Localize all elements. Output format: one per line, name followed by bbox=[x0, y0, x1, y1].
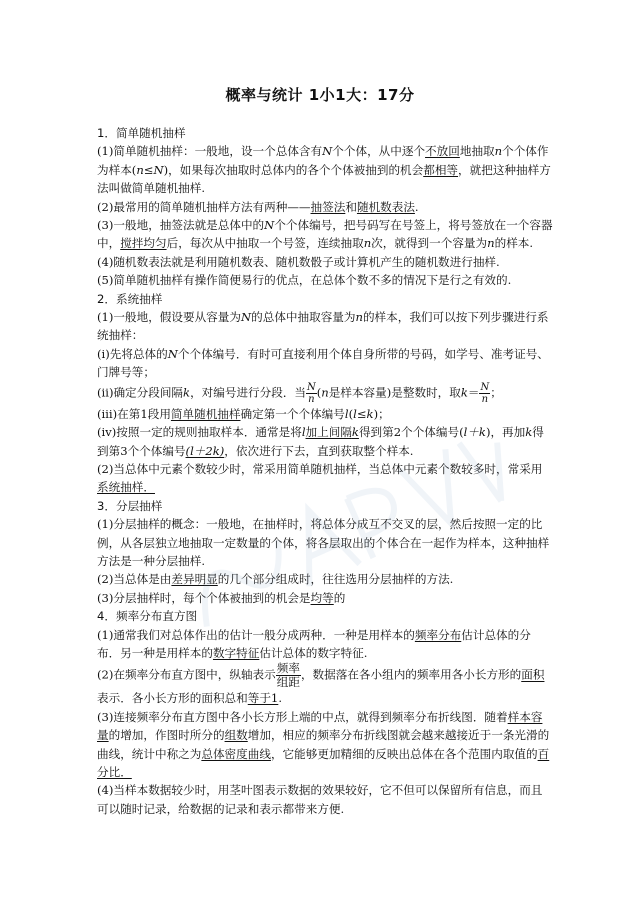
text-run: n bbox=[321, 385, 329, 400]
paragraph bbox=[97, 198, 553, 216]
paragraph bbox=[97, 708, 553, 782]
text-run: (2)在频率分布直方图中，纵轴表示 bbox=[97, 667, 276, 682]
text-run: ，对编号进行分段．当 bbox=[190, 385, 307, 400]
underlined-term: (l＋2k) bbox=[185, 443, 225, 458]
text-run: (ⅲ)在第1段用 bbox=[97, 406, 171, 421]
underlined-term: 不放回 bbox=[425, 144, 460, 159]
text-run: 次，就得到一个容量为 bbox=[371, 236, 488, 251]
text-run: (3)分层抽样时，每个个体被抽到的机会是 bbox=[97, 590, 311, 605]
document-body bbox=[97, 124, 553, 818]
text-run: k bbox=[460, 385, 468, 400]
text-run: n bbox=[494, 144, 503, 159]
text-run: (4)随机数表法就是利用随机数表、随机数骰子或计算机产生的随机数进行抽样. bbox=[97, 254, 500, 269]
text-run: (1)通常我们对总体作出的估计一般分成两种．一种是用样本的 bbox=[97, 627, 415, 642]
fraction-denominator: 组距 bbox=[276, 675, 300, 690]
text-run: 后，每次从中抽取一个号签，连续抽取 bbox=[166, 236, 364, 251]
underlined-term: 加上间隔 bbox=[305, 425, 352, 440]
text-run: 得到第2个个体编号( bbox=[358, 425, 464, 440]
page-title: 概率与统计 1小1大：17分 bbox=[225, 86, 415, 104]
fraction bbox=[479, 382, 490, 405]
paragraph bbox=[97, 570, 553, 588]
section-heading: 2．系统抽样 bbox=[97, 291, 163, 306]
text-run: 地抽取 bbox=[459, 144, 495, 159]
text-run: )； bbox=[373, 406, 390, 421]
underlined-term: 抽签法 bbox=[310, 199, 346, 214]
underlined-term: 总体密度曲线 bbox=[201, 746, 271, 761]
underlined-term: 面积 bbox=[521, 667, 545, 682]
text-run: 个个体编号．有时可直接利用个体自身所带的号码，如学号、准考证号、门牌号等； bbox=[97, 346, 549, 380]
text-run: 得到第3个个体编号 bbox=[97, 425, 544, 458]
fraction-numerator: N bbox=[480, 381, 490, 393]
underlined-term: 百分比． bbox=[97, 746, 550, 779]
fraction-denominator: n bbox=[481, 393, 489, 405]
section-heading: 4．频率分布直方图 bbox=[97, 609, 198, 624]
text-run: (1)一般地，假设要从容量为 bbox=[97, 310, 241, 325]
text-run: l bbox=[344, 406, 349, 421]
text-run: 个个体，从中逐个 bbox=[332, 144, 426, 159]
text-run: (1)简单随机抽样：一般地，设一个总体含有 bbox=[97, 144, 323, 159]
fraction bbox=[276, 662, 301, 689]
paragraph bbox=[97, 515, 553, 570]
text-run: 个个体编号，把号码写在号签上，将号签放在一个容器中， bbox=[97, 218, 553, 251]
underlined-term: 都相等 bbox=[423, 162, 459, 177]
paragraph bbox=[97, 345, 553, 382]
text-run: . bbox=[414, 199, 419, 214]
text-run: 和 bbox=[345, 199, 357, 214]
text-run: (ⅳ)按照一定的规则抽取样本．通常是将 bbox=[97, 425, 302, 440]
paragraph bbox=[97, 460, 553, 497]
text-run: . bbox=[278, 691, 282, 706]
text-run: ( bbox=[316, 385, 322, 400]
paragraph bbox=[97, 781, 553, 818]
text-run: (ⅱ)确定分段间隔 bbox=[97, 385, 184, 400]
text-run: 是样本容量)是整数时，取 bbox=[328, 385, 461, 400]
paragraph bbox=[97, 216, 553, 253]
text-run: l bbox=[301, 425, 306, 440]
underlined-term: 样本容量 bbox=[97, 709, 543, 743]
text-run: 确定第一个个体编号 bbox=[240, 406, 345, 421]
text-run: 的 bbox=[333, 590, 346, 605]
text-run: (ⅰ)先将总体的 bbox=[97, 346, 168, 361]
text-run: (3)连接频率分布直方图中各小长方形上端的中点，就得到频率分布折线图．随着 bbox=[97, 709, 508, 724]
underlined-term: 等于1 bbox=[247, 691, 279, 706]
text-run: k bbox=[525, 425, 533, 440]
section-heading: 3．分层抽样 bbox=[97, 498, 163, 513]
underlined-term: 组数 bbox=[224, 728, 248, 743]
text-run: )，再加 bbox=[485, 425, 526, 440]
text-run: )，如果每次抽取时总体内的各个个体被抽到的机会 bbox=[163, 162, 424, 177]
text-run: 估计总体的分布．另一种是用样本的 bbox=[97, 627, 531, 660]
underlined-term: 差异明显 bbox=[171, 572, 218, 587]
text-run: ( bbox=[348, 406, 354, 421]
fraction-numerator: N bbox=[307, 381, 316, 393]
text-run: n bbox=[355, 310, 363, 325]
text-run: (2)当总体是由 bbox=[97, 572, 172, 587]
text-run: N bbox=[240, 310, 252, 325]
paragraph bbox=[97, 382, 553, 405]
text-run: N bbox=[322, 144, 333, 159]
text-run: n bbox=[363, 236, 372, 251]
text-run: l≤k bbox=[353, 406, 374, 421]
text-run: N bbox=[167, 346, 178, 361]
fraction bbox=[306, 382, 317, 405]
text-run: 的总体中抽取容量为 bbox=[251, 310, 356, 325]
text-run: n bbox=[487, 236, 495, 251]
paragraph bbox=[97, 271, 553, 289]
text-run: (5)简单随机抽样有操作简便易行的优点，在总体个数不多的情况下是行之有效的. bbox=[97, 273, 512, 288]
text-run: (4)当样本数据较少时，用茎叶图表示数据的效果较好，它不但可以保留所有信息，而且可以随时记录，给数据的记录和表示都带来方便. bbox=[97, 783, 543, 816]
text-run: 表示．各小长方形的面积总和 bbox=[97, 691, 248, 706]
paragraph bbox=[97, 662, 553, 707]
underlined-term: 简单随机抽样 bbox=[170, 406, 241, 421]
text-run: (2)当总体中元素个数较少时，常采用简单随机抽样，当总体中元素个数较多时，常采用 bbox=[97, 461, 543, 476]
text-run: n≤N bbox=[136, 162, 164, 177]
text-run: N bbox=[264, 218, 275, 233]
text-run: l＋k bbox=[463, 425, 486, 440]
text-run: 估计总体的数字特征. bbox=[259, 645, 368, 660]
text-run: ； bbox=[490, 385, 502, 400]
paragraph bbox=[97, 142, 553, 197]
text-run: k bbox=[183, 385, 191, 400]
underlined-term: 随机数表法 bbox=[356, 199, 415, 214]
paragraph bbox=[97, 589, 553, 607]
paragraph bbox=[97, 253, 553, 271]
fraction-numerator: 频率 bbox=[276, 661, 300, 676]
text-run: (1)分层抽样的概念：一般地，在抽样时，将总体分成互不交叉的层，然后按照一定的比例，从各层独立地抽取一定数量的个体，将各层取出的个体合在一起作为样本，这种抽样方法是一种分层抽样. bbox=[97, 517, 550, 568]
text-run: 增加，相应的频率分布折线图就会越来越接近于一条光滑的曲线，统计中称之为 bbox=[97, 728, 550, 761]
underlined-term: 系统抽样． bbox=[97, 480, 155, 495]
underlined-term: 数字特征 bbox=[212, 645, 260, 660]
underlined-term: 均等 bbox=[310, 590, 334, 605]
text-run: ，依次进行下去，直到获取整个样本. bbox=[224, 443, 414, 458]
underlined-term: k bbox=[351, 425, 359, 440]
underlined-term: 搅拌均匀 bbox=[120, 236, 167, 251]
paragraph bbox=[97, 405, 553, 423]
text-run: ＝ bbox=[467, 385, 480, 400]
paragraph bbox=[97, 626, 553, 663]
fraction-denominator: n bbox=[308, 393, 315, 405]
text-run: 个个体作为样本( bbox=[97, 144, 549, 177]
section-heading: 1．简单随机抽样 bbox=[97, 126, 186, 140]
paragraph bbox=[97, 308, 553, 345]
text-run: (3)一般地，抽签法就是总体中的 bbox=[97, 218, 265, 233]
paragraph bbox=[97, 423, 553, 460]
text-run: ，就把这种抽样方法叫做简单随机抽样. bbox=[97, 162, 551, 196]
text-run: 的样本. bbox=[494, 236, 534, 251]
text-run: 的样本，我们可以按下列步骤进行系统抽样： bbox=[97, 310, 549, 343]
text-run: (2)最常用的简单随机抽样方法有两种—— bbox=[97, 199, 311, 214]
text-run: 的几个部分组成时，往往选用分层抽样的方法. bbox=[217, 572, 454, 587]
text-run: ，数据落在各小组内的频率用各小长方形的 bbox=[300, 667, 522, 682]
text-run: 的增加，作图时所分的 bbox=[108, 728, 225, 743]
text-run: ，它能够更加精细的反映出总体在各个范围内取值的 bbox=[270, 746, 538, 761]
underlined-term: 频率分布 bbox=[414, 627, 462, 642]
